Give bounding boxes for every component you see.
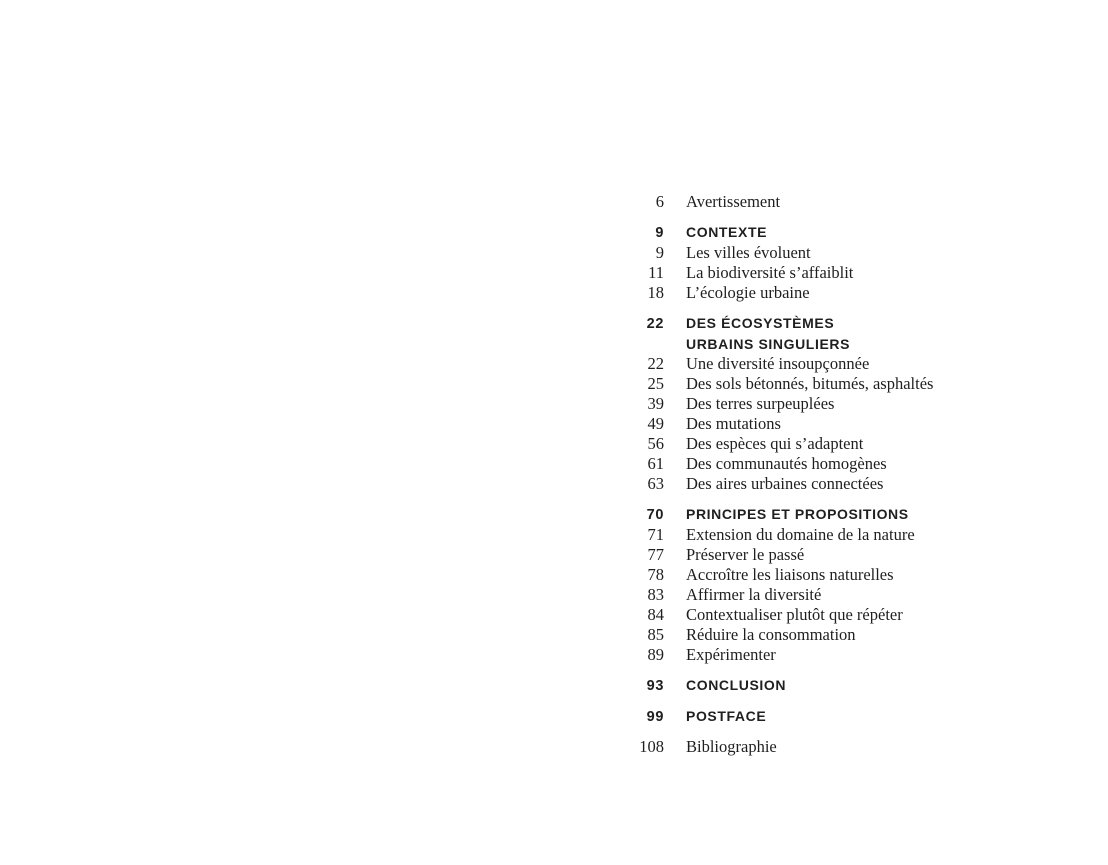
toc-section-conclusion bbox=[620, 675, 1060, 696]
toc-page-number: 49 bbox=[647, 414, 664, 433]
toc-entry bbox=[620, 585, 1060, 605]
toc-entry-title: Contextualiser plutôt que répéter bbox=[686, 605, 903, 624]
toc-entry bbox=[620, 394, 1060, 414]
toc-page-number: 70 bbox=[646, 507, 664, 523]
toc-entry bbox=[620, 354, 1060, 374]
toc-entry-title: Des aires urbaines connectées bbox=[686, 474, 884, 493]
toc-entry-bibliographie bbox=[620, 737, 1060, 757]
toc-entry-title: Bibliographie bbox=[686, 737, 777, 756]
toc-section-title-continued: URBAINS SINGULIERS bbox=[686, 336, 851, 352]
toc-entry bbox=[620, 625, 1060, 645]
toc-page-number: 22 bbox=[647, 354, 664, 373]
toc-entry-title: Des communautés homogènes bbox=[686, 454, 887, 473]
toc-entry-title: Des mutations bbox=[686, 414, 781, 433]
toc-page-number: 71 bbox=[647, 525, 664, 544]
toc-section-principes bbox=[620, 504, 1060, 525]
toc-entry bbox=[620, 525, 1060, 545]
toc-entry-title: Expérimenter bbox=[686, 645, 776, 664]
toc-entry-title: Des sols bétonnés, bitumés, asphaltés bbox=[686, 374, 934, 393]
toc-section-title: POSTFACE bbox=[686, 708, 767, 724]
toc-page-number: 18 bbox=[647, 283, 664, 302]
toc-page-number: 39 bbox=[647, 394, 664, 413]
toc-section-ecosystemes-line2 bbox=[620, 334, 1060, 354]
toc-entry-title: Affirmer la diversité bbox=[686, 585, 822, 604]
toc-section-contexte bbox=[620, 222, 1060, 243]
toc-page-number: 89 bbox=[647, 645, 664, 664]
toc-entry-title: Les villes évoluent bbox=[686, 243, 811, 262]
toc-entry bbox=[620, 374, 1060, 394]
toc-page-number: 93 bbox=[646, 678, 664, 694]
toc-entry-title: Réduire la consommation bbox=[686, 625, 856, 644]
toc-page-number: 63 bbox=[647, 474, 664, 493]
toc-entry bbox=[620, 605, 1060, 625]
toc-section-ecosystemes bbox=[620, 313, 1060, 334]
table-of-contents bbox=[620, 192, 1060, 757]
toc-page-number: 78 bbox=[647, 565, 664, 584]
toc-entry-avertissement bbox=[620, 192, 1060, 212]
toc-entry bbox=[620, 283, 1060, 303]
toc-section-title: CONCLUSION bbox=[686, 677, 787, 693]
toc-page-number: 11 bbox=[648, 263, 664, 282]
toc-entry-title: La biodiversité s’affaiblit bbox=[686, 263, 854, 282]
toc-entry-title: Extension du domaine de la nature bbox=[686, 525, 915, 544]
toc-entry bbox=[620, 474, 1060, 494]
toc-entry bbox=[620, 243, 1060, 263]
toc-entry bbox=[620, 565, 1060, 585]
toc-entry-title: Une diversité insoupçonnée bbox=[686, 354, 870, 373]
toc-entry bbox=[620, 414, 1060, 434]
toc-entry-title: Accroître les liaisons naturelles bbox=[686, 565, 894, 584]
toc-entry bbox=[620, 545, 1060, 565]
toc-entry bbox=[620, 434, 1060, 454]
toc-entry bbox=[620, 454, 1060, 474]
toc-page-number: 6 bbox=[655, 192, 664, 211]
toc-entry bbox=[620, 645, 1060, 665]
toc-page-number: 61 bbox=[647, 454, 664, 473]
toc-page-number: 22 bbox=[646, 316, 664, 332]
toc-entry-title: Des espèces qui s’adaptent bbox=[686, 434, 864, 453]
toc-entry bbox=[620, 263, 1060, 283]
toc-page-number: 85 bbox=[647, 625, 664, 644]
toc-section-postface bbox=[620, 706, 1060, 727]
toc-page-number: 83 bbox=[647, 585, 664, 604]
toc-entry-title: L’écologie urbaine bbox=[686, 283, 810, 302]
toc-page-number: 25 bbox=[647, 374, 664, 393]
toc-page-number: 99 bbox=[646, 709, 664, 725]
toc-page-number: 9 bbox=[655, 225, 664, 241]
toc-section-title: PRINCIPES ET PROPOSITIONS bbox=[686, 506, 909, 522]
toc-section-title: CONTEXTE bbox=[686, 224, 768, 240]
toc-page-number: 84 bbox=[647, 605, 664, 624]
toc-page-number: 56 bbox=[647, 434, 664, 453]
toc-entry-title: Des terres surpeuplées bbox=[686, 394, 835, 413]
toc-section-title: DES ÉCOSYSTÈMES bbox=[686, 315, 835, 331]
toc-page-number: 108 bbox=[639, 737, 664, 756]
toc-page-number: 77 bbox=[647, 545, 664, 564]
toc-page-number: 9 bbox=[655, 243, 664, 262]
toc-entry-title: Préserver le passé bbox=[686, 545, 805, 564]
toc-entry-title: Avertissement bbox=[686, 192, 781, 211]
